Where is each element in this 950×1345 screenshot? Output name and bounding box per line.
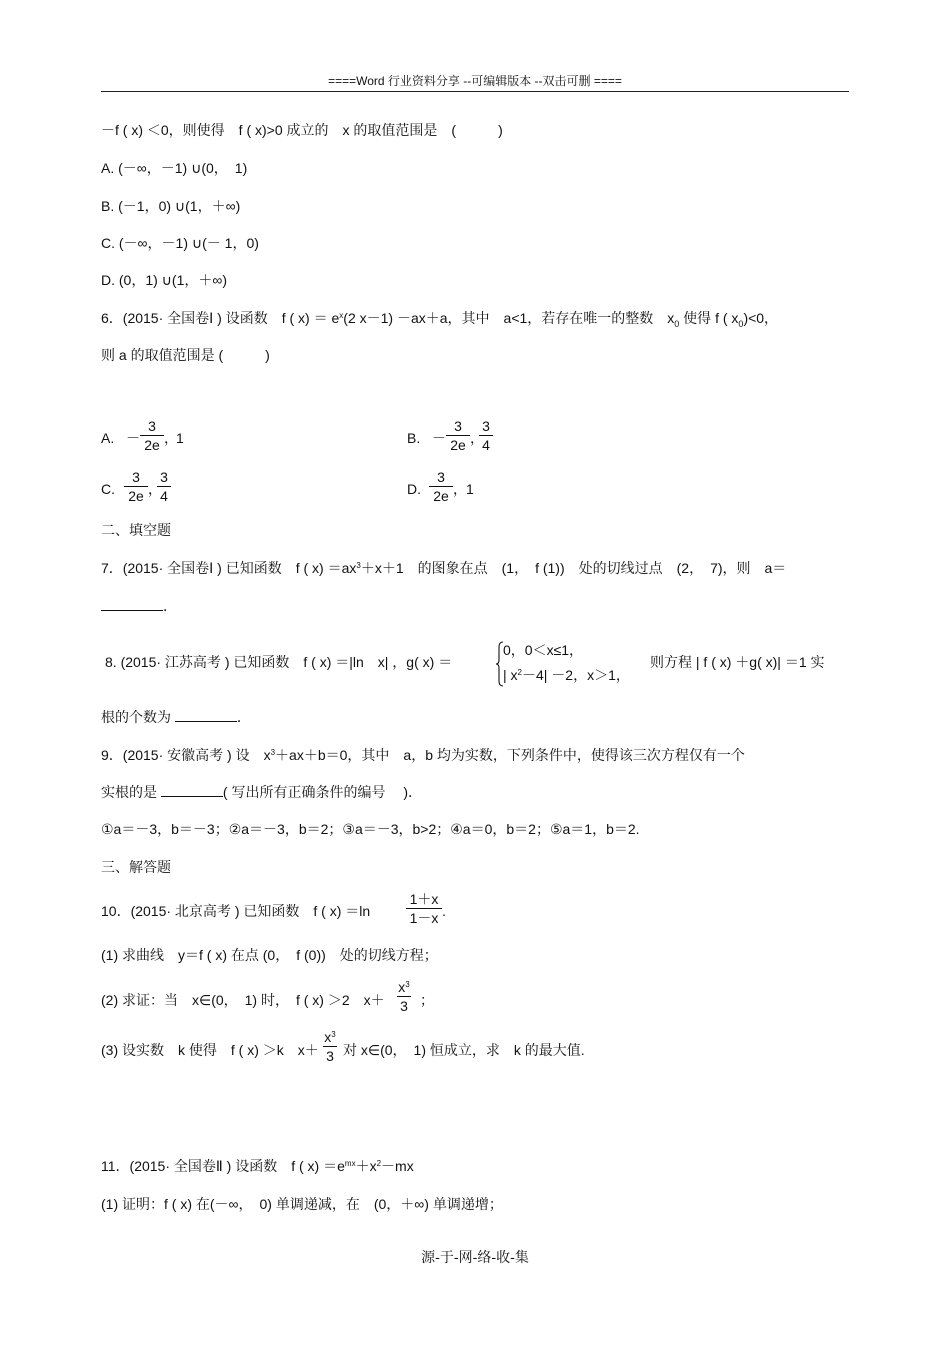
q6-option-b-comma: ， [470,430,484,446]
q6-stem: 6．(2015· 全国卷Ⅰ ) 设函数 f ( $x) = e^x(2$ x－1) －ax＋a，其中 a<1，若存在唯一的整数 $x_0$ 使得 f ( $x_0)<0$， [101,310,779,329]
q9-stem: 9．(2015· 安徽高考 ) 设 $x^3+ax+b=0$，其中 a，b 均为实数，下列条件中，使得该三次方程仅有一个 [101,747,745,763]
q6-option-d-label: D. [407,481,421,497]
q10-part-2-end: ； [420,992,434,1008]
q8-stem-cont: 则方程 | f ( x) ＋g( x)| ＝1 实 [650,654,825,670]
q6-option-b-minus: － [432,430,446,446]
q6-option-a-minus: － [126,430,140,446]
q6-option-d-comma: ， [453,481,467,497]
q8-case-1: 0，0＜x≤1， [503,642,584,658]
q8-stem: 8. (2015· 江苏高考 ) 已知函数 f ( x) ＝|ln x| ，g( x) ＝ [105,654,453,670]
section-fill-in-title: 二、填空题 [101,522,171,538]
section-solutions-title: 三、解答题 [101,859,171,875]
q10-part-2-fraction: $\frac{x^3}{3}$ [398,979,410,1014]
q9-stem-line2: 实根的是 ( 写出所有正确条件的编号 )． [101,784,422,800]
q11-part-1: (1) 证明：f ( x) 在(－∞， 0) 单调递减，在 (0，＋∞) 单调递增； [101,1196,503,1212]
q6-option-a-comma: ， [164,430,178,446]
q8-case-2: | $x^2-4| -2$，x＞1， [503,667,630,683]
q11-stem: 11．(2015· 全国卷Ⅱ ) 设函数 f ( $x) =e^{mx}+x^2-mx$ [101,1158,414,1174]
page-footer: 源-于-网-络-收-集 [421,1250,529,1266]
q6-option-a-bound: 1 [176,430,184,446]
q6-option-a-label: A. [101,430,115,446]
q10-stem: 10．(2015· 北京高考 ) 已知函数 f ( x) ＝ln [101,903,371,919]
q6-option-c-label: C. [101,481,115,497]
page-header: ====Word 行业资料分享 --可编辑版本 --双击可删 ==== [328,74,622,88]
q9-conditions: ①a＝－3，b＝－3；②a＝－3，b＝2；③a＝－3，b>2；④a＝0，b＝2；⑤a＝1，b＝2. [101,821,640,837]
q6-option-b-fraction-2: $\frac{3}{4}$ [479,417,493,454]
q6-stem-line2: 则 a 的取值范围是 ( ) [101,347,270,363]
q10-part-3-fraction: $\frac{x^3}{3}$ [324,1029,336,1064]
q6-option-c-fraction-2: $\frac{3}{4}$ [157,468,171,505]
q5-option-c: C. (－∞，－1) ∪(－ 1，0) [101,235,259,251]
q8-blank [175,707,237,722]
q7-blank [101,596,163,611]
q10-part-3-end: 对 x∈(0， 1) 恒成立，求 k 的最大值. [343,1042,585,1058]
q7-answer-line: ． [101,596,177,616]
q7-stem: 7．(2015· 全国卷Ⅰ ) 已知函数 f ( $x) =ax^3+x+1$ 的图象在点 (1， f (1)) 处的切线过点 (2， 7)，则 a＝ [101,560,787,576]
q6-option-d-fraction: $\frac{3}{2e}$ [429,468,453,505]
q8-stem-line2: 根的个数为 ． [101,709,251,725]
q6-option-b-label: B. [407,430,421,446]
q10-part-3: (3) 设实数 k 使得 f ( x) ＞k x＋ [101,1042,319,1058]
q10-period: . [442,903,446,919]
q9-blank [161,782,223,797]
q6-option-d-bound: 1 [466,481,474,497]
q5-option-a: A. (－∞，－1) ∪(0， 1) [101,160,248,176]
q5-option-b: B. (－1，0) ∪(1，＋∞) [101,198,241,214]
q10-part-1: (1) 求曲线 y＝f ( x) 在点 (0， f (0)) 处的切线方程； [101,947,438,963]
q6-option-b-fraction-1: $\frac{3}{2e}$ [446,417,470,454]
q5-stem: －f ( x) ＜0，则使得 f ( x)>0 成立的 x 的取值范围是 ( ) [101,122,503,138]
header-divider [101,91,849,92]
q10-part-2: (2) 求证：当 x∈(0， 1) 时， f ( x) ＞2 x＋ [101,992,385,1008]
q10-fraction: $\frac{1+x}{1-x}$ [406,890,442,927]
q5-option-d: D. (0，1) ∪(1，＋∞) [101,272,228,288]
q6-option-a-fraction: $\frac{3}{2e}$ [140,417,164,454]
q6-option-c-fraction-1: $\frac{3}{2e}$ [124,468,148,505]
q6-option-c-comma: ， [148,481,162,497]
